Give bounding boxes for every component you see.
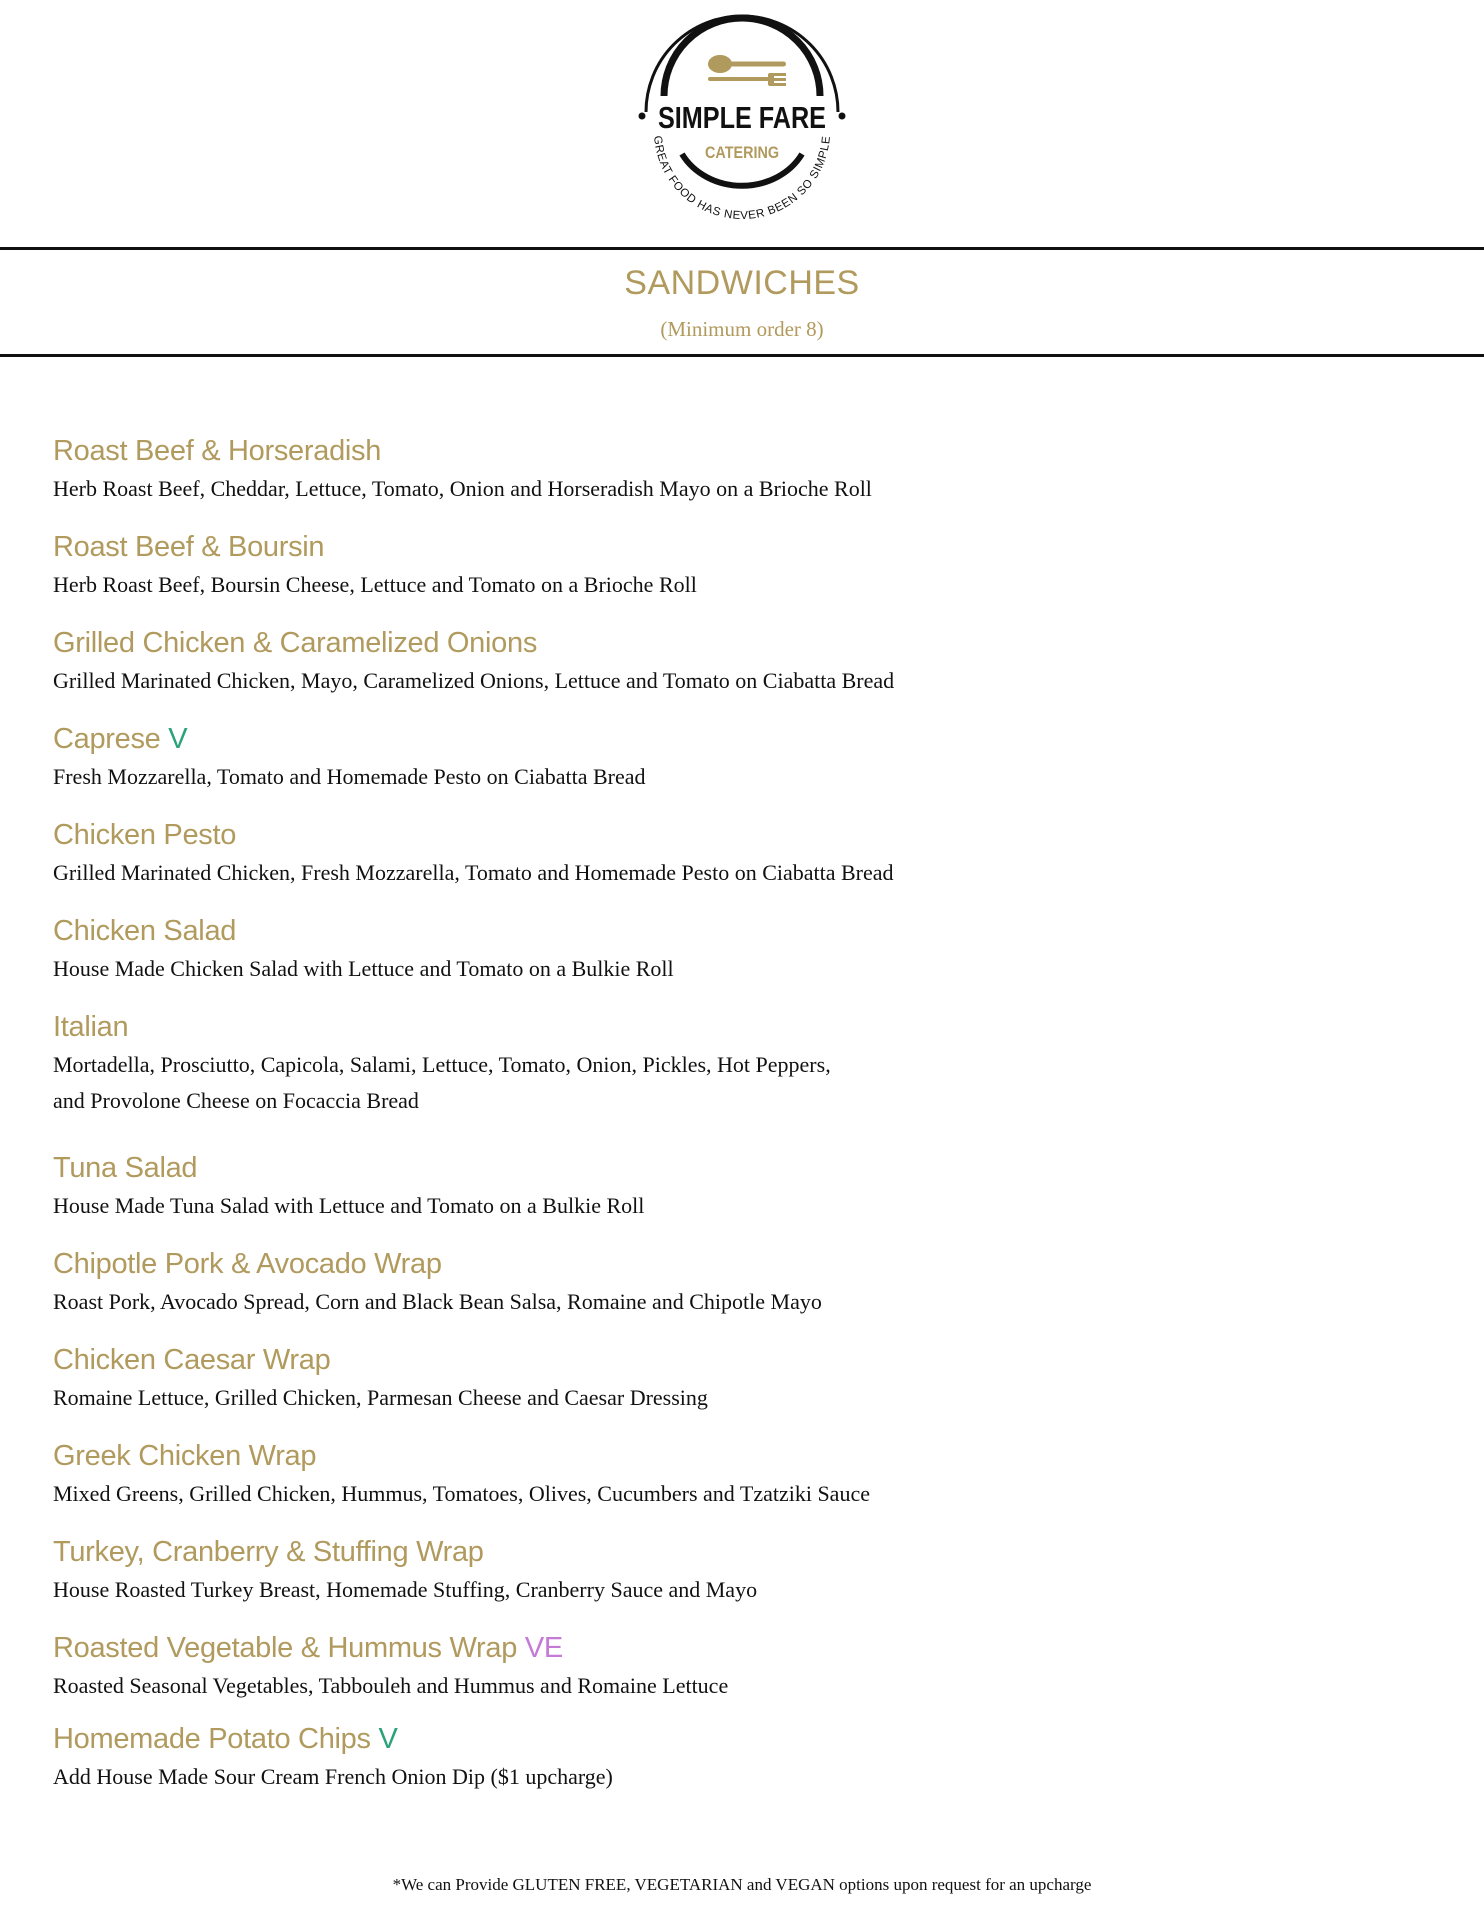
menu-item	[53, 527, 697, 603]
menu-item	[53, 1628, 728, 1704]
menu-item	[53, 1340, 708, 1416]
menu-item-description: Grilled Marinated Chicken, Mayo, Caramelized Onions, Lettuce and Tomato on Ciabatta Bread	[53, 668, 895, 693]
menu-item-title: Caprese	[53, 723, 161, 755]
fork-icon	[708, 73, 786, 86]
vegetarian-tag: V	[168, 723, 188, 755]
menu-item-description: Mortadella, Prosciutto, Capicola, Salami, Lettuce, Tomato, Onion, Pickles, Hot Peppers,	[53, 1052, 831, 1077]
spoon-icon	[708, 55, 786, 73]
menu-item	[53, 431, 872, 507]
menu-item	[53, 623, 894, 699]
logo-dot-left	[639, 113, 646, 120]
menu-item-title: Chipotle Pork & Avocado Wrap	[53, 1248, 442, 1280]
menu-item-name	[53, 1244, 822, 1284]
menu-item-name	[53, 1719, 613, 1759]
menu-item-title: Roast Beef & Horseradish	[53, 435, 382, 467]
menu-item-name	[53, 623, 894, 663]
menu-item	[53, 1532, 757, 1608]
header-rule-top	[0, 247, 1484, 250]
menu-item-description: Fresh Mozzarella, Tomato and Homemade Pesto on Ciabatta Bread	[53, 764, 646, 789]
logo-wordmark: SIMPLE FARE	[658, 100, 826, 135]
menu-item-description: House Made Chicken Salad with Lettuce and Tomato on a Bulkie Roll	[53, 956, 674, 981]
section-subtitle: (Minimum order 8)	[660, 317, 824, 341]
menu-item	[53, 1436, 870, 1512]
menu-item-description: House Roasted Turkey Breast, Homemade Stuffing, Cranberry Sauce and Mayo	[53, 1577, 758, 1602]
section-title: SANDWICHES	[624, 264, 860, 302]
logo-dot-right	[839, 113, 846, 120]
menu-item-description: Mixed Greens, Grilled Chicken, Hummus, Tomatoes, Olives, Cucumbers and Tzatziki Sauce	[53, 1481, 870, 1506]
menu-item-name	[53, 1532, 757, 1572]
menu-item	[53, 1244, 822, 1320]
menu-item-title: Tuna Salad	[53, 1152, 198, 1184]
menu-item-name	[53, 1628, 728, 1668]
menu-item-description: Herb Roast Beef, Cheddar, Lettuce, Tomato, Onion and Horseradish Mayo on a Brioche Roll	[53, 476, 872, 501]
menu-item-name	[53, 1436, 870, 1476]
menu-item	[53, 1719, 613, 1795]
logo-tagline: GREAT FOOD HAS NEVER BEEN SO SIMPLE	[651, 135, 833, 223]
menu-item-title: Roast Beef & Boursin	[53, 531, 325, 563]
menu-item-description: Roasted Seasonal Vegetables, Tabbouleh and Hummus and Romaine Lettuce	[53, 1673, 729, 1698]
menu-item-name	[53, 1148, 644, 1188]
menu-item	[53, 719, 646, 795]
menu-item-title: Chicken Caesar Wrap	[53, 1344, 331, 1376]
vegetarian-tag: V	[378, 1723, 398, 1755]
menu-item-description: Herb Roast Beef, Boursin Cheese, Lettuce and Tomato on a Brioche Roll	[53, 572, 697, 597]
menu-item-title: Grilled Chicken & Caramelized Onions	[53, 627, 538, 659]
menu-item-description: Roast Pork, Avocado Spread, Corn and Black Bean Salsa, Romaine and Chipotle Mayo	[53, 1289, 822, 1314]
menu-item-description: Grilled Marinated Chicken, Fresh Mozzarella, Tomato and Homemade Pesto on Ciabatta Bread	[53, 860, 894, 885]
menu-item-title: Homemade Potato Chips	[53, 1723, 371, 1755]
footnote: *We can Provide GLUTEN FREE, VEGETARIAN and VEGAN options upon request for an upcharge	[392, 1875, 1092, 1894]
menu-item-description: Add House Made Sour Cream French Onion Dip ($1 upcharge)	[53, 1764, 613, 1789]
menu-item-name	[53, 911, 674, 951]
menu-item-title: Turkey, Cranberry & Stuffing Wrap	[53, 1536, 484, 1568]
menu-item-name	[53, 527, 697, 567]
menu-item-title: Italian	[53, 1011, 129, 1043]
menu-item-title: Greek Chicken Wrap	[53, 1440, 317, 1472]
menu-item-title: Roasted Vegetable & Hummus Wrap	[53, 1632, 518, 1664]
menu-item-title: Chicken Pesto	[53, 819, 237, 851]
menu-item	[53, 911, 674, 987]
menu-item-description: House Made Tuna Salad with Lettuce and Tomato on a Bulkie Roll	[53, 1193, 645, 1218]
menu-item-title: Chicken Salad	[53, 915, 237, 947]
menu-item-name	[53, 815, 894, 855]
menu-item-description: and Provolone Cheese on Focaccia Bread	[53, 1088, 419, 1113]
header-rule-bottom	[0, 354, 1484, 357]
menu-item-name	[53, 719, 646, 759]
simple-fare-logo	[632, 4, 852, 224]
logo-subname: CATERING	[705, 143, 779, 162]
vegan-tag: VE	[524, 1632, 563, 1664]
menu-item-name	[53, 431, 872, 471]
menu-item	[53, 1007, 831, 1119]
menu-item-name	[53, 1340, 708, 1380]
menu-item-description: Romaine Lettuce, Grilled Chicken, Parmesan Cheese and Caesar Dressing	[53, 1385, 708, 1410]
menu-item-name	[53, 1007, 831, 1047]
logo-inner-ring-top	[664, 18, 820, 96]
menu-item	[53, 1148, 644, 1224]
menu-item	[53, 815, 894, 891]
